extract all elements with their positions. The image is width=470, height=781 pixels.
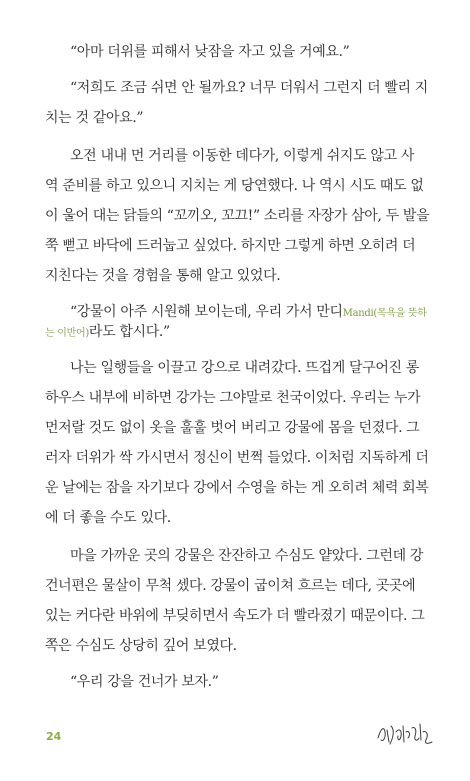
text-line: 쪽은 수심도 상당히 깊어 보였다. <box>45 638 237 654</box>
text-line: 오전 내내 먼 거리를 이동한 데다가, 이렇게 쉬지도 않고 사 <box>70 148 415 164</box>
text-line: 치는 것 같아요.” <box>45 110 144 126</box>
text-line: 마을 가까운 곳의 강물은 잔잔하고 수심도 얕았다. 그런데 강 <box>70 548 424 564</box>
text-line: 역 준비를 하고 있으니 지치는 게 당연했다. 나 역시 시도 때도 없 <box>45 178 424 194</box>
text-line: 나는 일행들을 이끌고 강으로 내려갔다. 뜨겁게 달구어진 롱 <box>70 360 419 376</box>
text-line: 있는 커다란 바위에 부딪히면서 속도가 더 빨라졌기 때문이다. 그 <box>45 608 425 624</box>
signature-logo <box>375 718 435 748</box>
text-line: “저희도 조금 쉬면 안 될까요? 너무 더워서 그런지 더 빨리 지 <box>70 80 428 96</box>
text-line: 이 울어 대는 닭들의 “꼬끼오, 꼬끄!” 소리를 자장가 삼아, 두 발을 <box>45 208 430 224</box>
text-fragment: 라도 합시다.” <box>88 324 170 340</box>
text-line: 에 더 좋을 수도 있다. <box>45 510 171 526</box>
text-line: 하우스 내부에 비하면 강가는 그야말로 천국이었다. 우리는 누가 <box>45 390 421 406</box>
text-line: 러자 더위가 싹 가시면서 정신이 번쩍 들었다. 이처럼 지독하게 더 <box>45 450 429 466</box>
text-line: “아마 더위를 피해서 낮잠을 자고 있을 거예요.” <box>70 44 350 60</box>
footnote-inline: Mandi(목욕을 뜻하 <box>342 308 427 319</box>
text-line: “우리 강을 건너가 보자.” <box>70 674 219 690</box>
text-line-with-footnote <box>70 302 427 324</box>
text-line-with-footnote <box>45 322 170 344</box>
text-line: 운 날에는 잠을 자기보다 강에서 수영을 하는 게 오히려 체력 회복 <box>45 480 429 496</box>
text-fragment: “강물이 아주 시원해 보이는데, 우리 가서 만디 <box>70 304 343 320</box>
text-line: 먼저랄 것도 없이 옷을 훌훌 벗어 버리고 강물에 몸을 던졌다. 그 <box>45 420 420 436</box>
footnote-continuation: 는 이반어) <box>45 328 89 339</box>
text-line: 지친다는 것을 경험을 통해 알고 있었다. <box>45 268 281 284</box>
page-number: 24 <box>46 730 62 743</box>
text-line: 건너편은 물살이 무척 셌다. 강물이 굽이쳐 흐르는 데다, 곳곳에 <box>45 578 416 594</box>
text-line: 쭉 뻗고 바닥에 드러눕고 싶었다. 하지만 그렇게 하면 오히려 더 <box>45 238 416 254</box>
